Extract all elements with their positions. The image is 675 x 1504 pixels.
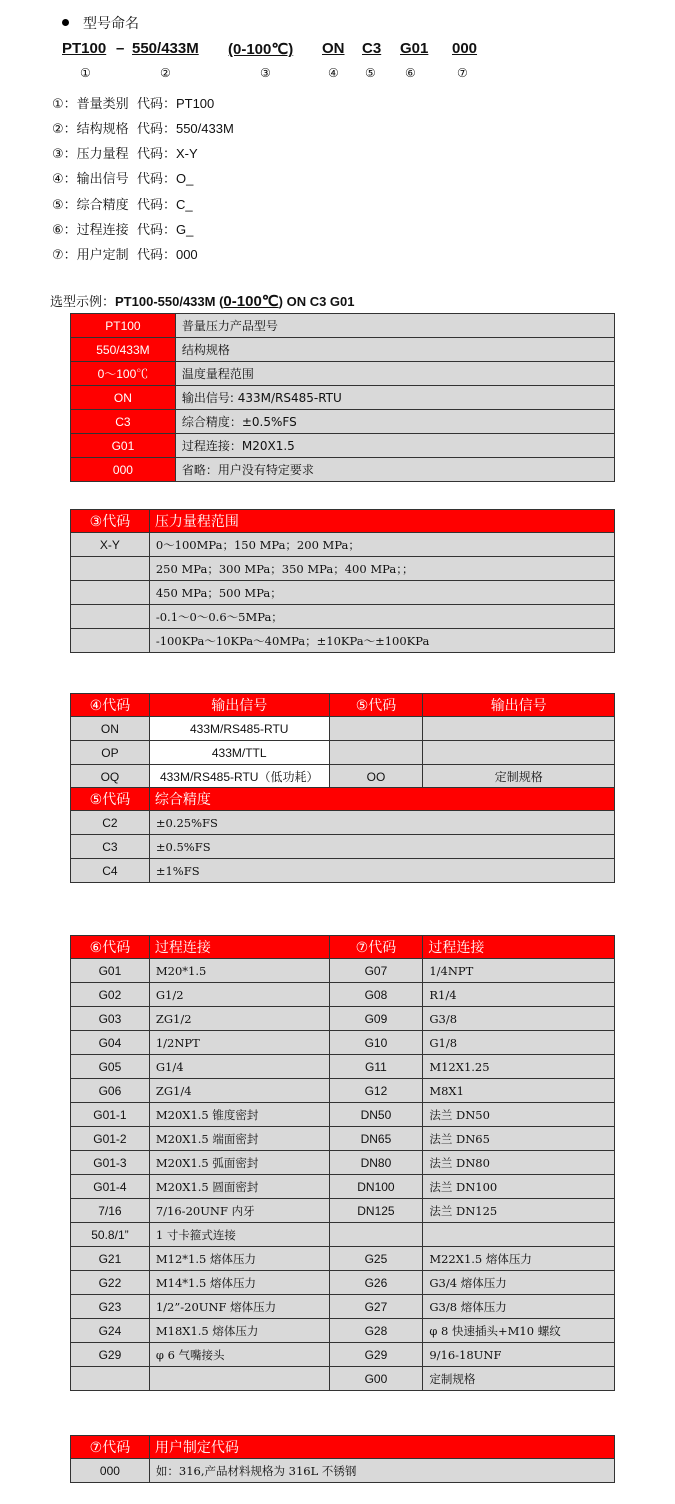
table-cell: X-Y bbox=[71, 533, 150, 557]
header-cell: 用户制定代码 bbox=[149, 1436, 614, 1459]
table-cell: G25 bbox=[329, 1247, 423, 1271]
table-row bbox=[71, 765, 615, 789]
table-cell: G22 bbox=[71, 1271, 150, 1295]
table-row bbox=[71, 1295, 615, 1319]
table-cell: ON bbox=[71, 717, 150, 741]
example-code-cell: ON bbox=[71, 386, 176, 410]
table-cell: DN125 bbox=[329, 1199, 423, 1223]
table-row bbox=[71, 1271, 615, 1295]
model-part-connection: G01 bbox=[400, 40, 429, 57]
example-row bbox=[71, 314, 615, 338]
accuracy_table-header-row bbox=[71, 788, 615, 811]
model-code-line bbox=[62, 40, 662, 60]
legend-item: ③：压力量程 代码：X-Y bbox=[52, 146, 198, 162]
example-desc-cell: 综合精度：±0.5%FS bbox=[175, 410, 614, 434]
table-cell: -0.1～0～0.6～5MPa； bbox=[149, 605, 614, 629]
legend-code: X-Y bbox=[175, 146, 198, 161]
header-cell: ⑥代码 bbox=[71, 936, 150, 959]
example-row bbox=[71, 338, 615, 362]
table-cell bbox=[423, 717, 615, 741]
example-row bbox=[71, 410, 615, 434]
table-row bbox=[71, 1175, 615, 1199]
table-row bbox=[71, 1367, 615, 1391]
table-row bbox=[71, 835, 615, 859]
header-cell: 综合精度 bbox=[149, 788, 614, 811]
table-cell: G08 bbox=[329, 983, 423, 1007]
table-cell: M20X1.5 圆面密封 bbox=[149, 1175, 329, 1199]
legend-code-label: 代码： bbox=[136, 97, 176, 112]
legend-name: 普量类别 bbox=[76, 97, 129, 112]
table-row bbox=[71, 581, 615, 605]
table-cell: G07 bbox=[329, 959, 423, 983]
table-cell: M8X1 bbox=[423, 1079, 615, 1103]
marker-4: ④ bbox=[328, 66, 339, 80]
legend-code-label: 代码： bbox=[136, 198, 176, 213]
table-cell: M20X1.5 端面密封 bbox=[149, 1127, 329, 1151]
marker-3: ③ bbox=[260, 66, 271, 80]
marker-1: ① bbox=[80, 66, 91, 80]
table-cell: 433M/RS485-RTU（低功耗） bbox=[149, 765, 329, 789]
legend-code-label: 代码： bbox=[136, 147, 176, 162]
table-cell: G10 bbox=[329, 1031, 423, 1055]
table-row bbox=[71, 717, 615, 741]
table-cell: OO bbox=[329, 765, 423, 789]
table-row bbox=[71, 959, 615, 983]
table-cell: 000 bbox=[71, 1459, 150, 1483]
example-model-b: 0-100℃ bbox=[223, 293, 279, 310]
table-cell: 如：316,产品材料规格为 316L 不锈钢 bbox=[149, 1459, 614, 1483]
table-cell: G04 bbox=[71, 1031, 150, 1055]
table-cell: 7/16 bbox=[71, 1199, 150, 1223]
legend-code-label: 代码： bbox=[136, 122, 176, 137]
example-table bbox=[70, 313, 615, 482]
table-cell: G1/4 bbox=[149, 1055, 329, 1079]
legend-number: ④ bbox=[52, 172, 64, 187]
table-cell: G01-3 bbox=[71, 1151, 150, 1175]
marker-5: ⑤ bbox=[365, 66, 376, 80]
table-cell: M20X1.5 弧面密封 bbox=[149, 1151, 329, 1175]
table-cell bbox=[71, 581, 150, 605]
table-cell bbox=[423, 741, 615, 765]
table-cell: G23 bbox=[71, 1295, 150, 1319]
example-row bbox=[71, 434, 615, 458]
table-row bbox=[71, 1459, 615, 1483]
table-cell: DN80 bbox=[329, 1151, 423, 1175]
legend-number: ① bbox=[52, 97, 64, 112]
example-code-cell: 0～100℃ bbox=[71, 362, 176, 386]
table-row bbox=[71, 1343, 615, 1367]
legend-code: G_ bbox=[175, 222, 194, 237]
table-cell: G29 bbox=[329, 1343, 423, 1367]
custom-table bbox=[70, 1435, 615, 1483]
table-row bbox=[71, 1247, 615, 1271]
legend-item: ④：输出信号 代码：O_ bbox=[52, 171, 194, 187]
table-cell: G01 bbox=[71, 959, 150, 983]
marker-2: ② bbox=[160, 66, 171, 80]
legend-name: 综合精度 bbox=[76, 198, 129, 213]
table-row bbox=[71, 605, 615, 629]
table-cell: 7/16-20UNF 内牙 bbox=[149, 1199, 329, 1223]
example-row bbox=[71, 362, 615, 386]
header-cell: ⑤代码 bbox=[329, 694, 423, 717]
table-cell: 定制规格 bbox=[423, 765, 615, 789]
table-row bbox=[71, 741, 615, 765]
table-row bbox=[71, 533, 615, 557]
table-cell: DN50 bbox=[329, 1103, 423, 1127]
table-cell: G09 bbox=[329, 1007, 423, 1031]
example-row bbox=[71, 386, 615, 410]
table-cell: C4 bbox=[71, 859, 150, 883]
table-cell: C2 bbox=[71, 811, 150, 835]
table-cell: 433M/TTL bbox=[149, 741, 329, 765]
table-cell: 定制规格 bbox=[423, 1367, 615, 1391]
table-cell: G06 bbox=[71, 1079, 150, 1103]
legend-code-label: 代码： bbox=[136, 172, 176, 187]
example-desc-cell: 省略：用户没有特定要求 bbox=[175, 458, 614, 482]
table-cell: M14*1.5 熔体压力 bbox=[149, 1271, 329, 1295]
table-row bbox=[71, 1223, 615, 1247]
table-cell: -100KPa～10KPa～40MPa；±10KPa～±100KPa bbox=[149, 629, 614, 653]
connection_table-header-row bbox=[71, 936, 615, 959]
table-cell: G00 bbox=[329, 1367, 423, 1391]
table-cell: 9/16-18UNF bbox=[423, 1343, 615, 1367]
table-cell: 433M/RS485-RTU bbox=[149, 717, 329, 741]
model-part-markers bbox=[62, 66, 662, 84]
header-cell: 输出信号 bbox=[149, 694, 329, 717]
table-row bbox=[71, 1103, 615, 1127]
example-row bbox=[71, 458, 615, 482]
bullet-dot-icon bbox=[62, 19, 69, 26]
example-code-cell: 550/433M bbox=[71, 338, 176, 362]
table-cell: OQ bbox=[71, 765, 150, 789]
table-row bbox=[71, 811, 615, 835]
table-cell: ±1%FS bbox=[149, 859, 614, 883]
table-cell: G12 bbox=[329, 1079, 423, 1103]
header-cell: ⑤代码 bbox=[71, 788, 150, 811]
header-cell: ⑦代码 bbox=[71, 1436, 150, 1459]
legend-number: ⑥ bbox=[52, 223, 64, 238]
legend-item: ②：结构规格 代码：550/433M bbox=[52, 121, 234, 137]
table-cell: DN65 bbox=[329, 1127, 423, 1151]
table-cell bbox=[329, 1223, 423, 1247]
table-row bbox=[71, 1319, 615, 1343]
header-cell: ⑦代码 bbox=[329, 936, 423, 959]
legend-name: 压力量程 bbox=[76, 147, 129, 162]
example-code-cell: PT100 bbox=[71, 314, 176, 338]
table-cell: G02 bbox=[71, 983, 150, 1007]
table-cell: G3/8 bbox=[423, 1007, 615, 1031]
table-cell: G3/4 熔体压力 bbox=[423, 1271, 615, 1295]
table-cell: DN100 bbox=[329, 1175, 423, 1199]
table-row bbox=[71, 629, 615, 653]
table-cell: G3/8 熔体压力 bbox=[423, 1295, 615, 1319]
model-part-output: ON bbox=[322, 40, 345, 57]
legend-code-label: 代码： bbox=[136, 223, 176, 238]
table-cell bbox=[423, 1223, 615, 1247]
table-cell: 1 寸卡箍式连接 bbox=[149, 1223, 329, 1247]
table-cell: 1/2NPT bbox=[149, 1031, 329, 1055]
table-cell: 1/4NPT bbox=[423, 959, 615, 983]
table-cell: G28 bbox=[329, 1319, 423, 1343]
table-cell: G1/8 bbox=[423, 1031, 615, 1055]
legend-number: ⑦ bbox=[52, 248, 64, 263]
table-cell: M12X1.25 bbox=[423, 1055, 615, 1079]
legend-name: 结构规格 bbox=[76, 122, 129, 137]
table-cell: G05 bbox=[71, 1055, 150, 1079]
table-cell: G03 bbox=[71, 1007, 150, 1031]
legend-code: O_ bbox=[175, 171, 194, 186]
table-row bbox=[71, 1127, 615, 1151]
table-cell: G01-4 bbox=[71, 1175, 150, 1199]
example-desc-cell: 结构规格 bbox=[175, 338, 614, 362]
table-cell: ±0.25%FS bbox=[149, 811, 614, 835]
table-cell: 450 MPa；500 MPa； bbox=[149, 581, 614, 605]
example-code-cell: 000 bbox=[71, 458, 176, 482]
table-cell: R1/4 bbox=[423, 983, 615, 1007]
output_table-header-row bbox=[71, 694, 615, 717]
table-cell: 法兰 DN125 bbox=[423, 1199, 615, 1223]
table-cell: 法兰 DN100 bbox=[423, 1175, 615, 1199]
legend-item: ⑤：综合精度 代码：C_ bbox=[52, 197, 193, 213]
header-cell: 压力量程范围 bbox=[149, 510, 614, 533]
model-part-dash: – bbox=[116, 40, 125, 57]
table-cell: M22X1.5 熔体压力 bbox=[423, 1247, 615, 1271]
table-cell: ZG1/2 bbox=[149, 1007, 329, 1031]
table-cell: φ 8 快速插头+M10 螺纹 bbox=[423, 1319, 615, 1343]
naming-title bbox=[62, 13, 139, 33]
table-cell: ZG1/4 bbox=[149, 1079, 329, 1103]
legend-code-label: 代码： bbox=[136, 248, 176, 263]
table-cell bbox=[71, 605, 150, 629]
table-cell: G29 bbox=[71, 1343, 150, 1367]
table-cell: G26 bbox=[329, 1271, 423, 1295]
legend-item: ⑥：过程连接 代码：G_ bbox=[52, 222, 194, 238]
header-cell: 输出信号 bbox=[423, 694, 615, 717]
legend-name: 过程连接 bbox=[76, 223, 129, 238]
legend-name: 用户定制 bbox=[76, 248, 129, 263]
legend-number: ⑤ bbox=[52, 198, 64, 213]
table-cell: 法兰 DN65 bbox=[423, 1127, 615, 1151]
table-row bbox=[71, 1007, 615, 1031]
example-desc-cell: 普量压力产品型号 bbox=[175, 314, 614, 338]
model-part-range: (0-100℃) bbox=[228, 41, 294, 58]
legend-name: 输出信号 bbox=[76, 172, 129, 187]
accuracy-table bbox=[70, 787, 615, 883]
table-cell: M20*1.5 bbox=[149, 959, 329, 983]
model-part-accuracy: C3 bbox=[362, 40, 382, 57]
table-cell: 250 MPa；300 MPa；350 MPa；400 MPa；； bbox=[149, 557, 614, 581]
legend-number: ③ bbox=[52, 147, 64, 162]
custom_table-header-row bbox=[71, 1436, 615, 1459]
table-row bbox=[71, 983, 615, 1007]
table-cell: φ 6 气嘴接头 bbox=[149, 1343, 329, 1367]
table-cell: C3 bbox=[71, 835, 150, 859]
model-part-custom: 000 bbox=[452, 40, 478, 57]
table-cell: 0～100MPa；150 MPa；200 MPa； bbox=[149, 533, 614, 557]
table-cell: 1/2”-20UNF 熔体压力 bbox=[149, 1295, 329, 1319]
table-row bbox=[71, 1079, 615, 1103]
legend-code: PT100 bbox=[175, 96, 215, 111]
range_table-header-row bbox=[71, 510, 615, 533]
table-cell bbox=[149, 1367, 329, 1391]
header-cell: ③代码 bbox=[71, 510, 150, 533]
legend-code: C_ bbox=[175, 197, 193, 212]
range-table bbox=[70, 509, 615, 653]
example-desc-cell: 过程连接：M20X1.5 bbox=[175, 434, 614, 458]
table-cell: G24 bbox=[71, 1319, 150, 1343]
table-cell: M12*1.5 熔体压力 bbox=[149, 1247, 329, 1271]
table-row bbox=[71, 1031, 615, 1055]
connection-table bbox=[70, 935, 615, 1391]
example-heading bbox=[50, 291, 355, 310]
table-cell: G21 bbox=[71, 1247, 150, 1271]
model-part-category: PT100 bbox=[62, 40, 107, 57]
header-cell: 过程连接 bbox=[149, 936, 329, 959]
example-code-cell: G01 bbox=[71, 434, 176, 458]
marker-6: ⑥ bbox=[405, 66, 416, 80]
legend-item: ⑦：用户定制 代码：000 bbox=[52, 247, 198, 263]
example-desc-cell: 温度量程范围 bbox=[175, 362, 614, 386]
legend-code: 000 bbox=[175, 247, 198, 262]
table-cell: ±0.5%FS bbox=[149, 835, 614, 859]
table-cell: 法兰 DN80 bbox=[423, 1151, 615, 1175]
table-cell: OP bbox=[71, 741, 150, 765]
example-label: 选型示例： bbox=[50, 295, 116, 310]
output-table bbox=[70, 693, 615, 789]
table-cell: M20X1.5 锥度密封 bbox=[149, 1103, 329, 1127]
naming-title-text: 型号命名 bbox=[83, 16, 139, 32]
marker-7: ⑦ bbox=[457, 66, 468, 80]
table-row bbox=[71, 1199, 615, 1223]
table-cell bbox=[329, 741, 423, 765]
table-cell: 法兰 DN50 bbox=[423, 1103, 615, 1127]
header-cell: ④代码 bbox=[71, 694, 150, 717]
table-cell bbox=[71, 557, 150, 581]
table-row bbox=[71, 1055, 615, 1079]
table-cell bbox=[71, 1367, 150, 1391]
table-row bbox=[71, 859, 615, 883]
example-code-cell: C3 bbox=[71, 410, 176, 434]
table-cell: G1/2 bbox=[149, 983, 329, 1007]
example-desc-cell: 输出信号: 433M/RS485-RTU bbox=[175, 386, 614, 410]
legend-number: ② bbox=[52, 122, 64, 137]
legend-item: ①：普量类别 代码：PT100 bbox=[52, 96, 215, 112]
table-cell: G01-2 bbox=[71, 1127, 150, 1151]
example-model-c: ) ON C3 G01 bbox=[278, 294, 355, 309]
example-model-a: PT100-550/433M ( bbox=[115, 294, 224, 309]
model-part-structure: 550/433M bbox=[132, 40, 199, 57]
legend-code: 550/433M bbox=[175, 121, 234, 136]
table-cell bbox=[71, 629, 150, 653]
table-cell: M18X1.5 熔体压力 bbox=[149, 1319, 329, 1343]
table-cell: G27 bbox=[329, 1295, 423, 1319]
header-cell: 过程连接 bbox=[423, 936, 615, 959]
table-row bbox=[71, 557, 615, 581]
table-cell: G11 bbox=[329, 1055, 423, 1079]
table-cell: G01-1 bbox=[71, 1103, 150, 1127]
table-row bbox=[71, 1151, 615, 1175]
table-cell bbox=[329, 717, 423, 741]
table-cell: 50.8/1” bbox=[71, 1223, 150, 1247]
